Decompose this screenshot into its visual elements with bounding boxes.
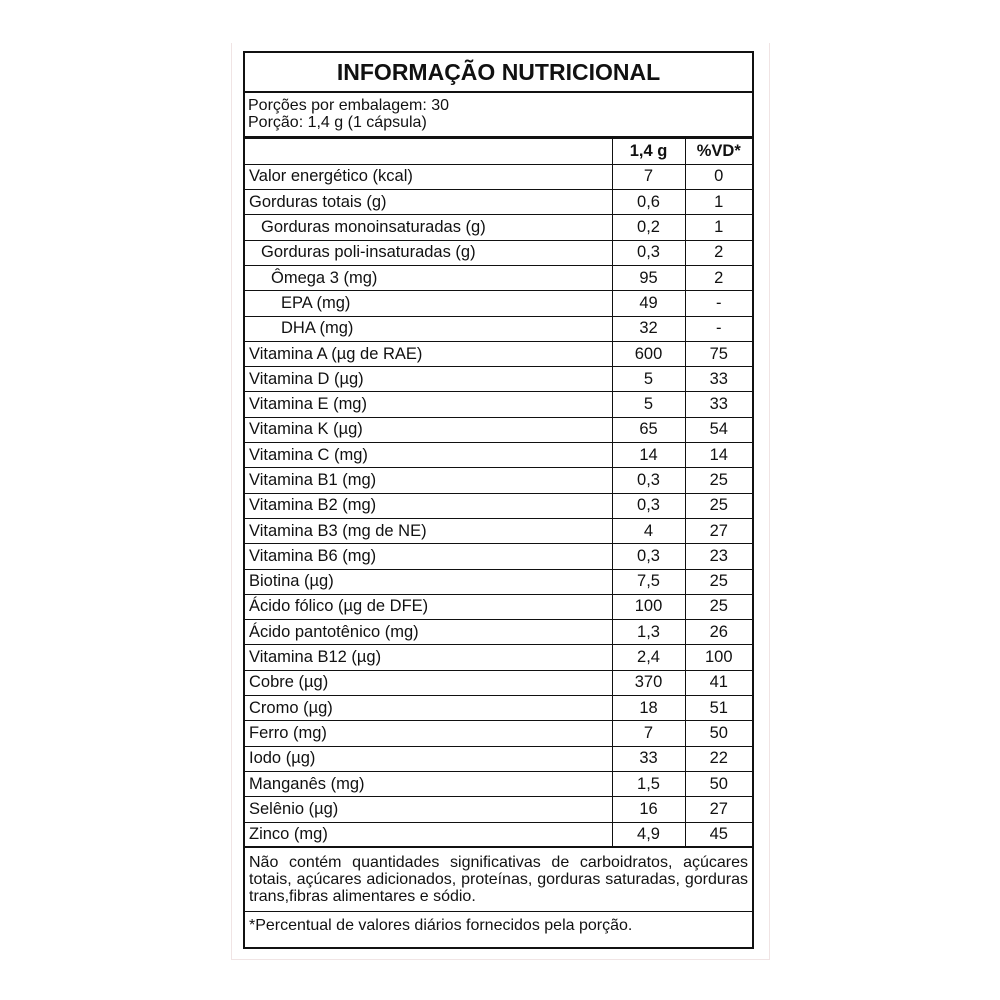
nutrient-amount: 5 <box>612 367 685 392</box>
nutrient-name: Biotina (µg) <box>245 569 612 594</box>
table-row <box>245 696 752 721</box>
nutrient-name: Ácido pantotênico (mg) <box>245 620 612 645</box>
nutrient-name: Ferro (mg) <box>245 721 612 746</box>
nutrient-amount: 65 <box>612 417 685 442</box>
nutrient-name: Cobre (µg) <box>245 670 612 695</box>
dv-footnote: *Percentual de valores diários fornecidos pela porção. <box>249 917 633 935</box>
table-row <box>245 822 752 847</box>
nutrient-name: Vitamina A (µg de RAE) <box>245 341 612 366</box>
header-nutrient-cell <box>245 139 612 164</box>
nutrient-name: Iodo (µg) <box>245 746 612 771</box>
nutrient-dv: - <box>685 291 752 316</box>
table-row <box>245 569 752 594</box>
nutrient-amount: 0,3 <box>612 544 685 569</box>
table-row <box>245 215 752 240</box>
nutrient-dv: 54 <box>685 417 752 442</box>
nutrition-table <box>245 139 752 848</box>
nutrient-name: Vitamina B2 (mg) <box>245 493 612 518</box>
nutrient-name: Vitamina E (mg) <box>245 392 612 417</box>
nutrient-name: Vitamina B1 (mg) <box>245 468 612 493</box>
table-row <box>245 164 752 189</box>
nutrient-name: Gorduras poli-insaturadas (g) <box>245 240 612 265</box>
nutrient-dv: 100 <box>685 645 752 670</box>
table-row <box>245 518 752 543</box>
nutrient-dv: 25 <box>685 493 752 518</box>
nutrient-dv: 14 <box>685 443 752 468</box>
nutrient-dv: 25 <box>685 569 752 594</box>
nutrition-facts-label <box>243 51 754 949</box>
table-row <box>245 367 752 392</box>
nutrient-name: Cromo (µg) <box>245 696 612 721</box>
nutrient-amount: 14 <box>612 443 685 468</box>
nutrient-name: Ômega 3 (mg) <box>245 265 612 290</box>
nutrient-dv: 33 <box>685 392 752 417</box>
nutrient-dv: 50 <box>685 721 752 746</box>
nutrient-amount: 370 <box>612 670 685 695</box>
table-row <box>245 392 752 417</box>
nutrient-dv: 23 <box>685 544 752 569</box>
table-row <box>245 341 752 366</box>
disclaimer-note: Não contém quantidades significativas de carboidratos, açúcares totais, açúcares adicionados, proteínas, gorduras saturadas, gorduras trans,fibras alimentares e sódio. <box>245 848 752 912</box>
serving-size: Porção: 1,4 g (1 cápsula) <box>248 114 427 131</box>
nutrient-amount: 7 <box>612 721 685 746</box>
nutrient-dv: 25 <box>685 468 752 493</box>
table-row <box>245 620 752 645</box>
nutrient-name: Selênio (µg) <box>245 797 612 822</box>
nutrient-amount: 95 <box>612 265 685 290</box>
table-row <box>245 645 752 670</box>
nutrient-dv: 1 <box>685 190 752 215</box>
table-row <box>245 594 752 619</box>
nutrient-amount: 0,3 <box>612 240 685 265</box>
nutrient-amount: 1,3 <box>612 620 685 645</box>
nutrient-dv: 2 <box>685 265 752 290</box>
nutrient-amount: 0,3 <box>612 468 685 493</box>
nutrient-amount: 5 <box>612 392 685 417</box>
nutrient-name: Zinco (mg) <box>245 822 612 847</box>
nutrient-name: Gorduras monoinsaturadas (g) <box>245 215 612 240</box>
nutrient-amount: 4 <box>612 518 685 543</box>
table-row <box>245 670 752 695</box>
table-row <box>245 240 752 265</box>
nutrient-dv: 2 <box>685 240 752 265</box>
nutrient-dv: 75 <box>685 341 752 366</box>
nutrient-amount: 33 <box>612 746 685 771</box>
nutrient-name: DHA (mg) <box>245 316 612 341</box>
nutrient-amount: 18 <box>612 696 685 721</box>
table-row <box>245 190 752 215</box>
nutrient-dv: 27 <box>685 797 752 822</box>
nutrient-name: EPA (mg) <box>245 291 612 316</box>
nutrient-name: Manganês (mg) <box>245 771 612 796</box>
nutrient-name: Vitamina D (µg) <box>245 367 612 392</box>
nutrient-dv: 45 <box>685 822 752 847</box>
nutrient-name: Vitamina C (mg) <box>245 443 612 468</box>
nutrient-amount: 600 <box>612 341 685 366</box>
nutrient-amount: 4,9 <box>612 822 685 847</box>
nutrient-name: Valor energético (kcal) <box>245 164 612 189</box>
servings-per-package: Porções por embalagem: 30 <box>248 97 449 114</box>
table-row <box>245 746 752 771</box>
nutrient-amount: 7,5 <box>612 569 685 594</box>
nutrient-amount: 16 <box>612 797 685 822</box>
nutrient-amount: 1,5 <box>612 771 685 796</box>
nutrient-amount: 7 <box>612 164 685 189</box>
table-row <box>245 265 752 290</box>
header-dv: %VD* <box>685 139 752 164</box>
serving-info <box>245 93 752 139</box>
table-row <box>245 493 752 518</box>
table-row <box>245 443 752 468</box>
table-row <box>245 316 752 341</box>
table-row <box>245 797 752 822</box>
nutrient-name: Gorduras totais (g) <box>245 190 612 215</box>
header-amount: 1,4 g <box>612 139 685 164</box>
table-row <box>245 771 752 796</box>
nutrient-dv: - <box>685 316 752 341</box>
nutrient-dv: 0 <box>685 164 752 189</box>
nutrient-dv: 1 <box>685 215 752 240</box>
nutrient-dv: 50 <box>685 771 752 796</box>
nutrient-name: Vitamina B6 (mg) <box>245 544 612 569</box>
nutrient-amount: 0,3 <box>612 493 685 518</box>
nutrient-amount: 100 <box>612 594 685 619</box>
nutrient-dv: 22 <box>685 746 752 771</box>
nutrient-amount: 32 <box>612 316 685 341</box>
nutrient-dv: 41 <box>685 670 752 695</box>
nutrient-name: Vitamina B12 (µg) <box>245 645 612 670</box>
table-body <box>245 164 752 847</box>
nutrient-dv: 26 <box>685 620 752 645</box>
nutrient-dv: 25 <box>685 594 752 619</box>
nutrient-name: Vitamina K (µg) <box>245 417 612 442</box>
label-title: INFORMAÇÃO NUTRICIONAL <box>245 53 752 93</box>
nutrient-amount: 0,6 <box>612 190 685 215</box>
nutrient-amount: 2,4 <box>612 645 685 670</box>
table-row <box>245 291 752 316</box>
nutrient-name: Vitamina B3 (mg de NE) <box>245 518 612 543</box>
nutrient-amount: 0,2 <box>612 215 685 240</box>
nutrient-name: Ácido fólico (µg de DFE) <box>245 594 612 619</box>
table-row <box>245 468 752 493</box>
nutrient-dv: 33 <box>685 367 752 392</box>
nutrient-dv: 27 <box>685 518 752 543</box>
table-row <box>245 417 752 442</box>
nutrient-amount: 49 <box>612 291 685 316</box>
table-row <box>245 721 752 746</box>
table-row <box>245 544 752 569</box>
nutrient-dv: 51 <box>685 696 752 721</box>
table-header-row <box>245 139 752 164</box>
